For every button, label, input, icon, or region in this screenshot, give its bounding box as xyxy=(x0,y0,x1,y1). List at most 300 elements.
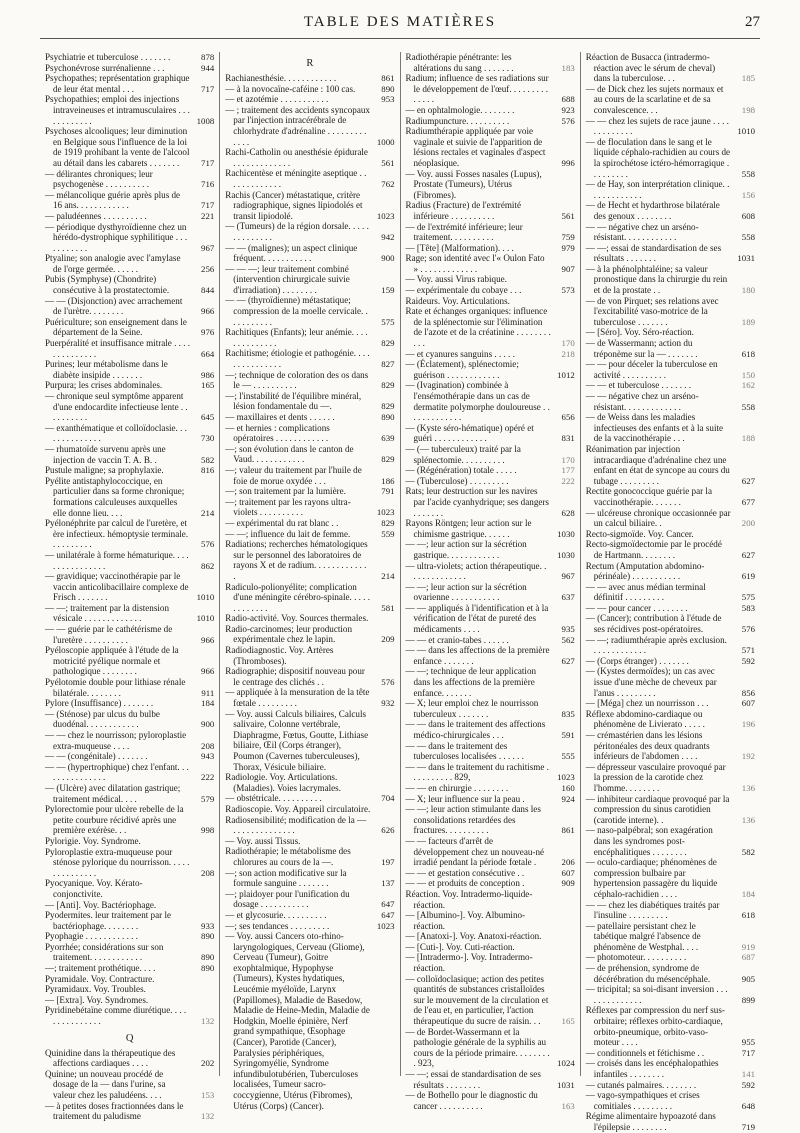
entry-text: Puerpéralité et insuffisance mitrale . . . . . . . . . . . . . . xyxy=(45,338,191,359)
index-entry xyxy=(586,825,755,857)
entry-text: Pyélite antistaphylococcique, en particulier dans sa forme chronique; formations calculeuses auxquelles elle donne lieu. . . . xyxy=(45,475,185,518)
entry-text: — (Sténose) par ulcus du bulbe duodénal. . . . . . . . . . . . xyxy=(45,708,160,730)
index-entry xyxy=(586,338,755,359)
entry-text: — expérimental du rat blanc . . xyxy=(225,517,339,528)
index-entry xyxy=(586,857,755,899)
entry-page: 1008 xyxy=(196,115,215,126)
entry-page: 1010 xyxy=(737,126,755,137)
entry-page: 944 xyxy=(201,62,215,73)
entry-text: — de Wassermann; action du tréponème sur la — . . . . . . . xyxy=(585,338,698,359)
index-entry xyxy=(45,730,214,751)
index-entry xyxy=(225,793,394,804)
index-entry xyxy=(45,1101,214,1122)
entry-page: 626 xyxy=(381,825,395,836)
entry-page: 165 xyxy=(561,1016,575,1027)
entry-text: — [Tête] (Malformation). . . . xyxy=(405,242,514,253)
index-entry xyxy=(45,52,214,63)
entry-text: Rectite gonococcique guérie par la vaccinothérapie. . . . . . . xyxy=(585,486,712,507)
entry-text: — obstétricale. . . . . . . . . . xyxy=(225,793,322,804)
index-entry xyxy=(225,423,394,444)
entry-page: 221 xyxy=(201,210,215,221)
entry-page: 905 xyxy=(741,973,755,984)
entry-page: 890 xyxy=(381,83,395,94)
entry-text: — croisés dans les encéphalopathies infantiles . . . . . . . . xyxy=(585,1058,719,1079)
entry-page: 976 xyxy=(201,327,215,338)
entry-text: — [Anti]. Voy. Bactériophage. xyxy=(45,899,157,910)
index-entry xyxy=(225,465,394,486)
entry-page: 791 xyxy=(381,486,395,497)
index-entry xyxy=(225,73,394,84)
entry-page: 979 xyxy=(561,242,575,253)
entry-text: — (Kystes dermoïdes); un cas avec issue d'une mèche de cheveux par l'anus . . . . . . . . . xyxy=(585,666,717,698)
index-entry xyxy=(586,296,755,328)
index-entry xyxy=(406,952,575,973)
index-entry xyxy=(45,380,214,391)
entry-text: Psychoses alcooliques; leur diminution en Belgique sous l'influence de la loi de 1919 prohibant la vente de l'alcool au détail dans les cabarets . . . . . . . xyxy=(45,126,190,168)
entry-page: 816 xyxy=(201,465,215,476)
entry-text: — maxillaires et dents . . . . . . xyxy=(225,412,335,422)
entry-page: 998 xyxy=(201,825,215,836)
index-entry xyxy=(45,338,214,359)
entry-page: 645 xyxy=(201,412,215,423)
entry-text: Radiumthérapie appliquée par voie vaginale et suivie de l'apparition de lésions rectales et vaginales d'aspect néoplasique. xyxy=(405,126,546,168)
entry-text: Rachi-Catholin ou anesthésie épidurale . . . . . . . . . . . . . xyxy=(225,147,368,168)
index-entry xyxy=(45,910,214,931)
index-entry xyxy=(406,222,575,243)
index-entry xyxy=(225,348,394,369)
entry-page: 576 xyxy=(201,539,215,550)
entry-text: Radiothérapie; le métabolisme des chlorures au cours de la —. xyxy=(225,846,351,867)
entry-text: — dépresseur vasculaire provoqué par la pression de la carotide chez l'homme. . . . . . . . xyxy=(585,761,726,793)
entry-page: 688 xyxy=(561,94,575,105)
index-entry xyxy=(586,709,755,730)
entry-page: 186 xyxy=(381,475,395,486)
entry-page: 189 xyxy=(741,316,755,327)
index-entry xyxy=(586,529,755,540)
index-entry xyxy=(586,762,755,794)
index-entry xyxy=(406,126,575,168)
index-entry xyxy=(406,836,575,868)
entry-text: — de Dick chez les sujets normaux et au cours de la scarlatine et de sa convalescence. . . xyxy=(585,83,724,115)
index-entry xyxy=(586,84,755,116)
entry-text: — de Bothello pour le diagnostic du cancer . . . . . . . . . . xyxy=(405,1090,538,1111)
index-entry xyxy=(45,476,214,518)
entry-page: 1024 xyxy=(557,1058,575,1069)
entry-text: — — en chirurgie . . . . . . . . xyxy=(405,782,509,793)
entry-page: 966 xyxy=(201,306,215,317)
entry-text: — — —; leur traitement combiné (intervention chirurgicale suivie d'irradiation) . . . . . . . . xyxy=(225,263,350,295)
entry-text: — inhibiteur cardiaque provoqué par la compression du sinus carotidien (carotide interne). . xyxy=(585,793,730,825)
index-entry xyxy=(45,94,214,126)
entry-text: — naso-palpébral; son exagération dans les syndromes post-encéphalitiques . . . . . . . . xyxy=(585,825,713,857)
entry-page: 996 xyxy=(561,157,575,168)
entry-text: — — dans le traitement du rachitisme . . . . . . . . . . 829, xyxy=(405,761,549,783)
entry-page: 717 xyxy=(741,1047,755,1058)
index-entry xyxy=(586,327,755,338)
entry-text: —; son action modificative sur la formule sanguine . . . . . . . xyxy=(225,867,347,889)
entry-text: —; ses tendances . . . . . . . . . xyxy=(225,920,330,931)
entry-page: 1031 xyxy=(737,253,755,264)
entry-page: 209 xyxy=(381,634,395,645)
index-entry xyxy=(45,222,214,254)
entry-text: — expérimentale du cobaye . . . xyxy=(405,285,522,296)
entry-page: 1030 xyxy=(557,528,575,539)
entry-text: Recto-sigmoïdectomie par le procédé de Hartmann. . . . . . . . xyxy=(585,539,722,560)
entry-text: — [Méga] chez un nourrisson . . . xyxy=(585,698,709,709)
index-entry xyxy=(45,762,214,783)
entry-page: 900 xyxy=(201,719,215,730)
index-entry xyxy=(45,984,214,995)
entry-page: 861 xyxy=(381,73,395,83)
index-entry xyxy=(406,52,575,73)
entry-text: Pyramidale. Voy. Contracture. xyxy=(45,973,155,984)
index-entry xyxy=(225,539,394,581)
entry-page: 132 xyxy=(201,1016,215,1027)
entry-page: 561 xyxy=(381,157,395,168)
entry-text: — ultra-violets; action thérapeutique. . . . . . . . . . . . . . xyxy=(405,560,547,582)
index-entry xyxy=(586,963,755,984)
index-entry xyxy=(225,772,394,793)
index-entry xyxy=(406,306,575,348)
entry-text: Rage; son identité avec l'« Oulon Fato » . . . . . . . . . . . . . xyxy=(405,253,545,274)
entry-text: Pyodermites. leur traitement par le bactériophage. . . . . . . . xyxy=(45,910,172,931)
entry-text: — X; leur emploi chez le nourrisson tuberculeux . . . . . . . xyxy=(405,698,539,719)
entry-page: 1000 xyxy=(376,136,395,147)
entry-text: Rayons Röntgen; leur action sur le chimisme gastrique. . . . . . xyxy=(405,518,532,539)
index-entry xyxy=(406,349,575,360)
index-entry xyxy=(45,804,214,836)
entry-text: — mélancolique guérie après plus de 16 ans. . . . . . . . . . . . xyxy=(45,189,181,211)
page-title: TABLE DES MATIÈRES xyxy=(303,14,497,30)
entry-text: — à la phénolphtaléine; sa valeur pronostique dans la chirurgie du rein et de la prostate . . xyxy=(585,263,728,296)
index-entry xyxy=(45,677,214,698)
index-entry xyxy=(225,518,394,529)
index-entry xyxy=(45,169,214,190)
entry-page: 214 xyxy=(201,507,215,518)
entry-text: —; plaidoyer pour l'unification du dosage . . . . . . . . . . . xyxy=(225,888,350,910)
entry-page: 256 xyxy=(201,263,215,274)
entry-page: 170 xyxy=(561,338,575,349)
index-entry xyxy=(406,444,575,465)
index-entry xyxy=(225,921,394,932)
index-columns xyxy=(40,52,760,1132)
entry-text: Radiosensibilité; modification de la — . . . . . . . . . . . . . . xyxy=(225,814,367,836)
index-entry xyxy=(586,116,755,137)
index-entry xyxy=(406,603,575,635)
entry-text: Pyélonéphrite par calcul de l'uretère, et ère infectieux. hémoptysie terminale. . . . . . . . . . xyxy=(45,518,189,550)
entry-page: 762 xyxy=(381,178,395,189)
entry-page: 717 xyxy=(201,83,215,94)
entry-page: 627 xyxy=(561,655,575,666)
index-column-1 xyxy=(40,52,219,1122)
index-entry xyxy=(586,359,755,380)
entry-text: Radium; influence de ses radiations sur le développement de l'œuf. . . . . . . . . . . . . . xyxy=(405,73,549,105)
index-entry xyxy=(45,571,214,603)
index-entry xyxy=(406,380,575,422)
index-entry xyxy=(406,359,575,380)
index-entry xyxy=(586,222,755,243)
entry-page: 208 xyxy=(201,867,215,878)
index-entry xyxy=(225,868,394,889)
index-entry xyxy=(406,169,575,201)
entry-page: 576 xyxy=(741,624,755,635)
entry-text: — exanthématique et colloïdoclasie. . . . . . . . . . . . . . xyxy=(45,422,187,444)
index-entry xyxy=(225,264,394,296)
index-entry xyxy=(225,147,394,168)
index-entry xyxy=(406,518,575,539)
index-entry xyxy=(45,518,214,550)
entry-text: Rectum (Amputation abdomino-périnéale) . . . . . . . . . . . xyxy=(585,560,705,582)
index-entry xyxy=(406,253,575,274)
index-entry xyxy=(225,613,394,624)
index-entry xyxy=(225,889,394,910)
entry-page: 911 xyxy=(201,687,215,698)
entry-text: — (— tuberculeux) traité par la splénectomie. . . . . . . . . . xyxy=(405,443,521,465)
entry-page: 136 xyxy=(741,782,755,793)
entry-text: — Voy. aussi Fosses nasales (Lupus), Prostate (Tumeurs), Utérus (Fibromes). xyxy=(405,168,542,200)
entry-text: — (Éclatement), splénectomie; guérison . . . . . . . . . . . . xyxy=(405,359,519,380)
index-entry xyxy=(45,126,214,168)
entry-page: 177 xyxy=(561,465,575,476)
index-entry xyxy=(586,952,755,963)
entry-text: — — guérie par le cathétérisme de l'uretère . . . . . . . . . . xyxy=(45,624,173,645)
entry-text: — et azotémie . . . . . . . . . . . xyxy=(225,94,329,105)
entry-page: 829 xyxy=(381,380,395,391)
index-entry xyxy=(586,1111,755,1132)
entry-text: — —; technique de leur application dans les affections de la première enfance. . . . . . . xyxy=(405,666,537,698)
entry-page: 558 xyxy=(741,401,755,412)
index-entry xyxy=(45,190,214,211)
entry-text: Rats; leur destruction sur les navires par l'acide cyanhydrique; ses dangers . . . . . . . xyxy=(405,486,549,518)
index-entry xyxy=(586,1058,755,1079)
entry-text: — —; leur action sur la sécrétion gastrique. . . . . . . . . . . . xyxy=(405,539,527,560)
entry-page: 967 xyxy=(561,571,575,582)
index-entry xyxy=(45,1069,214,1101)
index-entry xyxy=(225,168,394,189)
entry-page: 716 xyxy=(201,179,215,190)
entry-page: 899 xyxy=(741,994,755,1005)
entry-text: — de préhension, syndrome de décérébration du mésencéphale. xyxy=(585,963,711,984)
entry-page: 582 xyxy=(741,846,755,857)
entry-text: — photomoteur. . . . . . . . . . xyxy=(585,952,687,963)
entry-page: 592 xyxy=(741,655,755,666)
index-entry xyxy=(586,1080,755,1091)
entry-text: Psychopathes; représentation graphique de leur état mental . . . xyxy=(45,73,190,94)
entry-page: 607 xyxy=(741,698,755,709)
index-entry xyxy=(586,264,755,296)
index-entry xyxy=(406,285,575,296)
index-entry xyxy=(406,1090,575,1111)
index-entry xyxy=(225,687,394,708)
index-entry xyxy=(586,444,755,486)
entry-page: 890 xyxy=(201,963,215,974)
entry-text: — et hernies : complications opératoires . . . . . . . . . . . . xyxy=(225,422,330,444)
entry-page: 608 xyxy=(741,210,755,221)
entry-text: Quinidine dans la thérapeutique des affections cardiaques . . . . xyxy=(45,1047,176,1069)
index-entry xyxy=(225,412,394,423)
index-entry xyxy=(45,900,214,911)
entry-text: Radiothérapie pénétrante: les altérations du sang . . . . . . . xyxy=(405,52,514,73)
index-entry xyxy=(225,327,394,348)
index-entry xyxy=(406,1027,575,1069)
entry-text: Rachianesthésie. . . . . . . . . . . . xyxy=(225,73,337,83)
entry-text: Purpura; les crises abdominales. xyxy=(45,380,163,391)
entry-page: 132 xyxy=(201,1111,215,1122)
index-entry xyxy=(225,190,394,222)
entry-text: —; l'instabilité de l'équilibre minéral, lésion fondamentale du —. xyxy=(225,390,362,412)
entry-page: 923 xyxy=(561,104,575,115)
entry-text: — —; radiumthérapie après exclusion. . . . . . . . . . . . . xyxy=(585,634,727,656)
entry-text: —; traitement par les rayons ultra-violets . . . . . . . . . . xyxy=(225,496,351,518)
entry-page: 890 xyxy=(381,412,395,422)
entry-page: 571 xyxy=(741,645,755,656)
entry-page: 943 xyxy=(201,751,215,762)
index-entry xyxy=(45,550,214,571)
index-entry xyxy=(45,783,214,804)
index-entry xyxy=(45,274,214,295)
index-entry xyxy=(406,73,575,105)
index-entry xyxy=(406,105,575,116)
entry-page: 575 xyxy=(741,592,755,603)
entry-page: 1030 xyxy=(557,549,575,560)
entry-text: — appliquée à la mensuration de la tête fœtale . . . . . . . . . xyxy=(225,687,370,709)
entry-page: 953 xyxy=(381,94,395,105)
entry-text: — — dans les affections de la première enfance . . . . . . . xyxy=(405,645,550,666)
entry-page: 180 xyxy=(741,285,755,296)
entry-text: — — (congénitale) . . . . . . . xyxy=(45,751,148,762)
entry-page: 656 xyxy=(561,412,575,423)
entry-text: — ; traitement des accidents syncopaux par l'injection intracérébrale de chlorhydrate d'adrénaline . . . . . . . . . . . . . xyxy=(225,104,370,147)
entry-text: —; technique de coloration des os dans le — . . . . . . . . . . xyxy=(225,369,369,391)
entry-text: Psychiatrie et tuberculose . . . . . . . xyxy=(45,52,171,62)
entry-text: Pyophagie . . . . . . . . . . . . xyxy=(45,931,138,942)
index-entry xyxy=(45,603,214,624)
entry-text: Réflexes par compression du nerf sus-orbitaire; réflexes orbito-cardiaque, orbito-pneumique, orbito-vaso-moteur . . . . xyxy=(585,1005,725,1048)
index-entry xyxy=(586,794,755,826)
entry-text: Radiographie; dispositif nouveau pour le centrage des clichés . . xyxy=(225,666,365,687)
entry-page: 206 xyxy=(561,857,575,868)
index-entry xyxy=(225,836,394,847)
entry-text: Radioscopie. Voy. Appareil circulatoire. xyxy=(225,803,371,814)
index-entry xyxy=(225,645,394,666)
entry-text: — colloïdoclasique; action des petites quantités de substances cristalloïdes sur le mouvement de la circulation et de l'eau et, en particulier, l'action thérapeutique du sucre de raisin. . . xyxy=(405,973,549,1027)
entry-text: Pyocyanique. Voy. Kérato-conjonctivite. xyxy=(45,878,143,899)
entry-text: Pubis (Symphyse) (Chondrite) consécutive à la prostatectomie. xyxy=(45,274,170,296)
index-entry xyxy=(45,253,214,274)
entry-page: 942 xyxy=(381,231,395,242)
entry-page: 955 xyxy=(741,1037,755,1048)
page-number: 27 xyxy=(745,14,760,30)
index-entry xyxy=(586,582,755,603)
entry-page: 159 xyxy=(381,284,395,295)
entry-text: — à petites doses fractionnées dans le traitement du paludisme xyxy=(45,1100,184,1122)
entry-text: Réanimation par injection intracardiaque d'adrénaline chez une enfant en état de syncope au cours du tubage . . . . . . . . . xyxy=(585,443,730,486)
index-entry xyxy=(406,889,575,910)
entry-text: —; traitement prothétique. . . . xyxy=(45,963,156,974)
index-entry xyxy=(406,116,575,127)
index-entry xyxy=(45,995,214,1006)
index-entry xyxy=(586,984,755,1005)
index-entry xyxy=(586,486,755,507)
entry-page: 162 xyxy=(741,380,755,391)
entry-text: — de Weiss dans les maladies infectieuses des enfants et à la suite de la vaccinothérapie . . . xyxy=(585,412,724,444)
entry-text: — [Albumino-]. Voy. Albumino-réaction. xyxy=(405,910,526,931)
entry-text: Réaction. Voy. Intradermo-liquide-réaction. xyxy=(405,888,533,910)
entry-page: 558 xyxy=(741,168,755,179)
entry-text: — de Hecht et hydarthrose bilatérale des genoux . . . . . . . . xyxy=(585,200,720,221)
entry-page: 677 xyxy=(741,496,755,507)
entry-text: — — et produits de conception . xyxy=(405,878,525,889)
entry-page: 576 xyxy=(381,676,395,687)
entry-text: — — et gestation consécutive . . xyxy=(405,867,525,878)
entry-text: — (Ulcère) avec dilatation gastrique; traitement médical. . . . xyxy=(45,782,181,804)
entry-text: — périodique dysthyroïdienne chez un hérédo-dystrophique syphilitique . . . . . . . . . . . xyxy=(45,221,188,253)
entry-page: 561 xyxy=(561,210,575,221)
entry-text: Pylorigie. Voy. Syndrome. xyxy=(45,835,141,846)
index-entry xyxy=(45,847,214,879)
index-entry xyxy=(225,243,394,264)
index-entry xyxy=(586,200,755,221)
entry-text: Radiumpuncture. . . . . . . . . . xyxy=(405,115,510,126)
entry-text: Raideurs. Voy. Articulations. xyxy=(405,295,510,306)
entry-page: 966 xyxy=(201,634,215,645)
index-entry xyxy=(225,931,394,1111)
index-entry xyxy=(45,359,214,380)
index-entry xyxy=(225,391,394,412)
index-entry xyxy=(225,94,394,105)
entry-text: — unilatérale à forme hématurique. . . . . . . . . . . . . . . . xyxy=(45,549,189,571)
entry-page: 986 xyxy=(201,369,215,380)
entry-page: 218 xyxy=(561,348,575,359)
entry-page: 184 xyxy=(201,698,215,709)
entry-text: Rachicentèse et méningite aseptique . . . . . . . . . . . . . xyxy=(225,168,367,189)
entry-page: 576 xyxy=(561,115,575,126)
entry-page: 163 xyxy=(561,1100,575,1111)
entry-text: — (Régénération) totale . . . . . xyxy=(405,465,517,476)
index-entry xyxy=(225,370,394,391)
entry-page: 153 xyxy=(201,1090,215,1100)
index-entry xyxy=(406,719,575,740)
entry-text: — crémastérien dans les lésions péritonéales des deux quadrants inférieurs de l'abdomen . . . . xyxy=(585,730,710,762)
index-entry xyxy=(406,931,575,942)
entry-page: 196 xyxy=(741,719,755,730)
entry-text: — —; traitement par la distension vésicale . . . . . . . . . . . . . xyxy=(45,602,170,624)
index-entry xyxy=(406,910,575,931)
entry-text: — Voy. aussi Tissus. xyxy=(225,835,301,846)
entry-text: — tricipital; sa soi-disant inversion . . . . . . . . . . . . . . xyxy=(585,984,728,1005)
entry-page: 202 xyxy=(201,1058,215,1069)
entry-page: 184 xyxy=(741,888,755,899)
entry-text: Pyélotomie double pour lithiase rénale bilatérale. . . . . . . . xyxy=(45,677,186,698)
entry-text: — Voy. aussi Virus rabique. xyxy=(405,274,507,285)
entry-page: 919 xyxy=(741,941,755,952)
index-entry xyxy=(406,486,575,518)
index-entry xyxy=(45,931,214,942)
entry-text: — (Tuberculose) . . . . . . . . . xyxy=(405,475,509,486)
entry-text: — à la novocaïne-caféine : 100 cas. xyxy=(225,83,356,94)
entry-page: 198 xyxy=(741,104,755,115)
index-entry xyxy=(586,391,755,412)
entry-text: — —; leur action stimulante dans les consolidations retardées des fractures. . . . . . . . . . xyxy=(405,804,541,836)
entry-text: Radio-activité. Voy. Sources thermales. xyxy=(225,613,369,624)
entry-page: 170 xyxy=(561,454,575,465)
entry-text: — en ophtalmologie. . . . . . . . xyxy=(405,104,515,115)
index-entry xyxy=(586,730,755,762)
index-entry xyxy=(45,391,214,423)
index-entry xyxy=(586,698,755,709)
entry-text: Radiculo-polionyélite; complication d'une méningite cérébro-spinale. . . . . . . . . . . . . xyxy=(225,581,370,613)
entry-page: 619 xyxy=(741,571,755,582)
